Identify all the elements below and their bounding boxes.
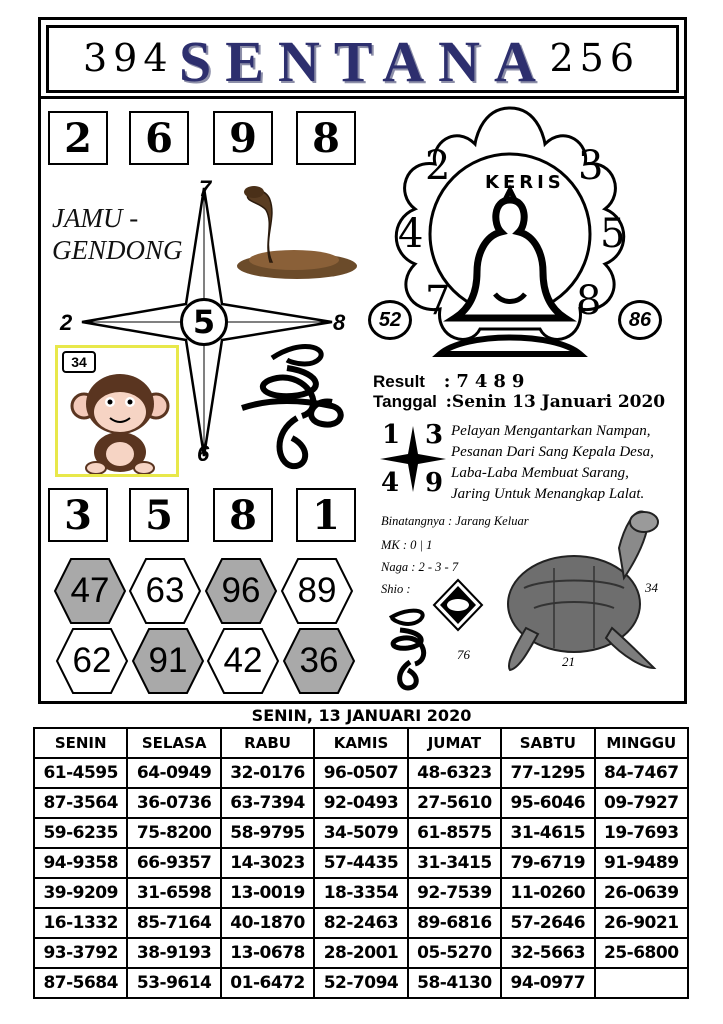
hex-number xyxy=(128,557,202,625)
keris-left-circle: 52 xyxy=(368,300,412,340)
table-cell: 31-3415 xyxy=(408,848,501,878)
keris-petal-number: 8 xyxy=(576,278,602,324)
table-cell: 57-4435 xyxy=(314,848,407,878)
top-digit-box: 2 xyxy=(48,111,108,165)
table-cell: 36-0736 xyxy=(127,788,220,818)
table-cell: 11-0260 xyxy=(501,878,594,908)
table-cell: 61-8575 xyxy=(408,818,501,848)
table-cell: 27-5610 xyxy=(408,788,501,818)
table-cell: 19-7693 xyxy=(595,818,688,848)
mini-compass-number: 4 xyxy=(381,468,400,498)
date-value: :Senin 13 Januari 2020 xyxy=(445,392,666,412)
mini-compass-number: 1 xyxy=(382,420,401,450)
keris-petal-number: 5 xyxy=(600,211,626,257)
table-row xyxy=(34,788,688,818)
hex-number-value: 96 xyxy=(221,571,261,610)
table-cell: 61-4595 xyxy=(34,758,127,788)
table-cell: 79-6719 xyxy=(501,848,594,878)
table-cell: 13-0019 xyxy=(221,878,314,908)
table-header-cell: SABTU xyxy=(501,728,594,758)
hex-number xyxy=(55,627,129,695)
cobra-icon xyxy=(222,180,362,286)
table-cell: 09-7927 xyxy=(595,788,688,818)
table-cell: 39-9209 xyxy=(34,878,127,908)
table-cell: 16-1332 xyxy=(34,908,127,938)
table-cell: 94-9358 xyxy=(34,848,127,878)
top-digit-box: 6 xyxy=(129,111,189,165)
table-header-cell: JUMAT xyxy=(408,728,501,758)
header-title: SENTANA xyxy=(179,29,550,94)
keris-petal-number: 4 xyxy=(398,211,424,257)
hex-number-value: 91 xyxy=(148,641,188,680)
table-cell: 40-1870 xyxy=(221,908,314,938)
table-cell: 32-0176 xyxy=(221,758,314,788)
table-cell: 13-0678 xyxy=(221,938,314,968)
header-divider xyxy=(38,96,687,99)
results-table xyxy=(33,727,689,999)
star-left-number: 2 xyxy=(60,310,73,335)
naga-note: Naga : 2 - 3 - 7 xyxy=(381,560,459,574)
turtle-number: 34 xyxy=(645,580,658,595)
date-label: Tanggal xyxy=(373,392,437,411)
keris-right-circle: 86 xyxy=(618,300,662,340)
table-cell: 32-5663 xyxy=(501,938,594,968)
table-cell: 57-2646 xyxy=(501,908,594,938)
table-header-cell: KAMIS xyxy=(314,728,407,758)
jamu-label-line2: GENDONG xyxy=(52,235,183,265)
result-row xyxy=(373,371,530,392)
keris-petal-number: 2 xyxy=(425,143,451,189)
hex-number-value: 47 xyxy=(70,571,110,610)
table-title: SENIN, 13 JANUARI 2020 xyxy=(251,706,472,725)
table-cell: 31-6598 xyxy=(127,878,220,908)
monkey-card xyxy=(55,345,179,477)
star-right-number: 8 xyxy=(333,310,346,335)
table-cell: 77-1295 xyxy=(501,758,594,788)
table-cell: 26-0639 xyxy=(595,878,688,908)
table-cell: 25-6800 xyxy=(595,938,688,968)
table-header-cell: MINGGU xyxy=(595,728,688,758)
turtle-number: 21 xyxy=(562,654,575,669)
hex-number-value: 63 xyxy=(145,571,185,610)
table-cell: 38-9193 xyxy=(127,938,220,968)
top-digit-box: 9 xyxy=(213,111,273,165)
hex-number-value: 89 xyxy=(297,571,337,610)
table-cell: 34-5079 xyxy=(314,818,407,848)
keris-label: KERIS xyxy=(485,172,565,193)
table-cell xyxy=(595,968,688,998)
table-cell: 92-0493 xyxy=(314,788,407,818)
table-cell: 31-4615 xyxy=(501,818,594,848)
bottom-digit-box: 5 xyxy=(129,488,189,542)
table-row xyxy=(34,938,688,968)
hex-number-value: 42 xyxy=(223,641,263,680)
table-cell: 58-9795 xyxy=(221,818,314,848)
proverb-line: Pelayan Mengantarkan Nampan, xyxy=(451,423,651,439)
hex-number xyxy=(131,627,205,695)
table-cell: 18-3354 xyxy=(314,878,407,908)
table-cell: 05-5270 xyxy=(408,938,501,968)
table-cell: 52-7094 xyxy=(314,968,407,998)
header-right-number: 256 xyxy=(549,36,640,80)
top-digit-box: 8 xyxy=(296,111,356,165)
bottom-digit-box: 3 xyxy=(48,488,108,542)
table-cell: 14-3023 xyxy=(221,848,314,878)
mini-compass-number: 3 xyxy=(425,420,444,450)
table-cell: 75-8200 xyxy=(127,818,220,848)
table-cell: 93-3792 xyxy=(34,938,127,968)
star-center-number: 5 xyxy=(180,298,228,346)
hex-number-value: 36 xyxy=(299,641,339,680)
shio-note: Shio : xyxy=(381,582,411,596)
keris-petal-number: 7 xyxy=(425,278,451,324)
hex-number xyxy=(204,557,278,625)
result-value: :7489 xyxy=(443,371,531,392)
proverb-line: Pesanan Dari Sang Kepala Desa, xyxy=(451,444,654,460)
table-cell: 48-6323 xyxy=(408,758,501,788)
table-cell: 59-6235 xyxy=(34,818,127,848)
jamu-label-line1: JAMU - xyxy=(52,203,139,233)
bottom-digit-box: 8 xyxy=(213,488,273,542)
bottom-digit-box: 1 xyxy=(296,488,356,542)
table-cell: 28-2001 xyxy=(314,938,407,968)
table-cell: 91-9489 xyxy=(595,848,688,878)
hex-number xyxy=(53,557,127,625)
hex-number xyxy=(206,627,280,695)
header-left-number: 394 xyxy=(83,36,174,80)
mk-note: MK : 0 | 1 xyxy=(381,538,433,552)
result-label: Result xyxy=(373,372,425,391)
table-cell: 85-7164 xyxy=(127,908,220,938)
table-row xyxy=(34,878,688,908)
hex-number xyxy=(280,557,354,625)
handwritten-number-icon xyxy=(232,338,362,474)
table-cell: 01-6472 xyxy=(221,968,314,998)
binatang-note: Binatangnya : Jarang Keluar xyxy=(381,514,529,528)
hex-number-value: 62 xyxy=(72,641,112,680)
table-cell: 96-0507 xyxy=(314,758,407,788)
star-bottom-number: 6 xyxy=(197,441,210,466)
star-top-number: 7 xyxy=(199,176,212,201)
table-header-row xyxy=(34,728,688,758)
hex-number xyxy=(282,627,356,695)
table-cell: 82-2463 xyxy=(314,908,407,938)
table-cell: 53-9614 xyxy=(127,968,220,998)
table-cell: 92-7539 xyxy=(408,878,501,908)
table-cell: 66-9357 xyxy=(127,848,220,878)
table-cell: 95-6046 xyxy=(501,788,594,818)
proverb-line: Laba-Laba Membuat Sarang, xyxy=(451,465,629,481)
monkey-icon xyxy=(70,366,170,474)
table-row xyxy=(34,968,688,998)
handwritten-number-icon xyxy=(380,600,440,692)
table-row xyxy=(34,908,688,938)
table-cell: 64-0949 xyxy=(127,758,220,788)
table-header-cell: RABU xyxy=(221,728,314,758)
table-row xyxy=(34,818,688,848)
proverb-line: Jaring Untuk Menangkap Lalat. xyxy=(451,486,645,502)
keris-petal-number: 3 xyxy=(578,143,604,189)
table-cell: 89-6816 xyxy=(408,908,501,938)
table-header-cell: SELASA xyxy=(127,728,220,758)
table-row xyxy=(34,758,688,788)
header-box xyxy=(46,25,679,93)
table-cell: 58-4130 xyxy=(408,968,501,998)
table-cell: 87-5684 xyxy=(34,968,127,998)
table-header-cell: SENIN xyxy=(34,728,127,758)
proverb-text xyxy=(451,421,654,505)
table-cell: 94-0977 xyxy=(501,968,594,998)
table-cell: 26-9021 xyxy=(595,908,688,938)
table-row xyxy=(34,848,688,878)
turtle-number: 76 xyxy=(457,647,470,662)
monkey-number-tag: 34 xyxy=(62,351,96,373)
date-row xyxy=(373,392,665,412)
table-cell: 63-7394 xyxy=(221,788,314,818)
table-cell: 84-7467 xyxy=(595,758,688,788)
table-cell: 87-3564 xyxy=(34,788,127,818)
mini-compass-number: 9 xyxy=(425,468,444,498)
